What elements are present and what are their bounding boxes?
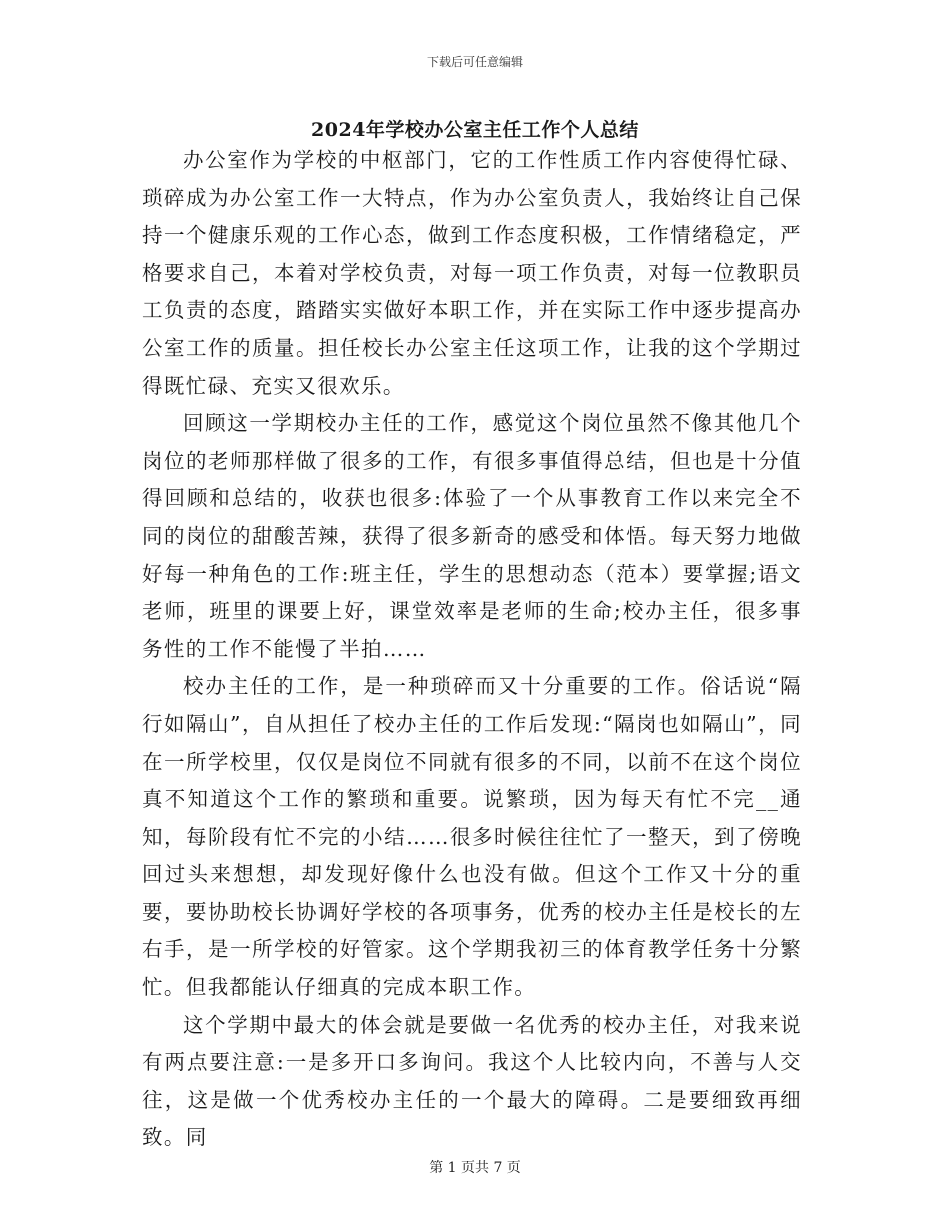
paragraph-1: 办公室作为学校的中枢部门，它的工作性质工作内容使得忙碌、琐碎成为办公室工作一大特点，作为办公室负责人，我始终让自己保持一个健康乐观的工作心态，做到工作态度积极，工作情绪稳定，严格要求自己，本着对学校负责，对每一项工作负责，对每一位教职员工负责的态度，踏踏实实做好本职工作，并在实际工作中逐步提高办公室工作的质量。担任校长办公室主任这项工作，让我的这个学期过得既忙碌、充实又很欢乐。 — [142, 148, 802, 398]
document-body — [142, 142, 802, 1157]
paragraph-2: 回顾这一学期校办主任的工作，感觉这个岗位虽然不像其他几个岗位的老师那样做了很多的工作，有很多事值得总结，但也是十分值得回顾和总结的，收获也很多:体验了一个从事教育工作以来完全不同的岗位的甜酸苦辣，获得了很多新奇的感受和体悟。每天努力地做好每一种角色的工作:班主任，学生的思想动态（范本）要掌握;语文老师，班里的课要上好，课堂效率是老师的生命;校办主任，很多事务性的工作不能慢了半拍…… — [142, 411, 802, 661]
header-note: 下载后可任意编辑 — [426, 55, 523, 69]
paragraph-4: 这个学期中最大的体会就是要做一名优秀的校办主任，对我来说有两点要注意:一是多开口多询问。我这个人比较内向，不善与人交往，这是做一个优秀校办主任的一个最大的障碍。二是要细致再细致。同 — [142, 1012, 802, 1150]
page-number-footer: 第 1 页共 7 页 — [429, 1160, 521, 1176]
document-title: 2024年学校办公室主任工作个人总结 — [311, 119, 639, 141]
paragraph-3: 校办主任的工作，是一种琐碎而又十分重要的工作。俗话说“隔行如隔山”，自从担任了校办主任的工作后发现:“隔岗也如隔山”，同在一所学校里，仅仅是岗位不同就有很多的不同，以前不在这个岗位真不知道这个工作的繁琐和重要。说繁琐，因为每天有忙不完__通知，每阶段有忙不完的小结……很多时候往往忙了一整天，到了傍晚回过头来想想，却发现好像什么也没有做。但这个工作又十分的重要，要协助校长协调好学校的各项事务，优秀的校办主任是校长的左右手，是一所学校的好管家。这个学期我初三的体育教学任务十分繁忙。但我都能认仔细真的完成本职工作。 — [142, 674, 802, 1000]
